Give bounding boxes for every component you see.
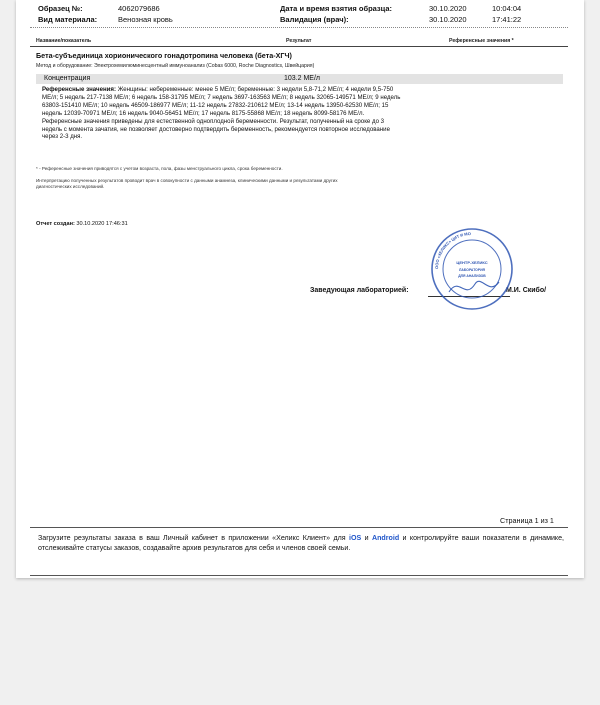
footer-text-part: и контролируйте ваши показатели в динамике, отслеживайте статусы заказов, создавайте архив результатов для себя и членов своей семьи. — [38, 534, 565, 553]
reference-line: через 2-3 дня. — [42, 133, 83, 141]
footer-text — [30, 528, 564, 554]
ios-link[interactable]: iOS — [348, 534, 362, 542]
reference-line: МЕ/л; 5 недель 217-7138 МЕ/л; 6 недель 158-31795 МЕ/л; 7 недель 3697-163563 МЕ/л; 8 недель 32065-149571 МЕ/л; 9 недель — [42, 93, 401, 101]
stamp-center-line: ДЛЯ АНАЛИЗОВ — [458, 274, 486, 278]
stamp-ring-text: ООО «ХЕЛИКС» ЦИТ И МО — [433, 230, 472, 270]
report-page — [16, 0, 584, 578]
validation-label: Валидация (врач): — [280, 15, 349, 24]
material-value: Венозная кровь — [118, 15, 173, 24]
report-created-value: 30.10.2020 17:46:31 — [76, 221, 128, 227]
sample-number-value: 4062079686 — [118, 4, 160, 13]
reference-label: Референсные значения: — [42, 86, 116, 93]
report-created-label: Отчет создан: — [36, 221, 75, 227]
collected-label: Дата и время взятия образца: — [280, 4, 393, 13]
column-header-result: Результат — [286, 38, 312, 44]
test-method: Метод и оборудование: Электрохемилюминесцентный иммуноанализ (Cobas 6000, Roche Diagnostics, Швейцария) — [36, 63, 315, 69]
signature-name: М.И. Скибо/ — [506, 287, 547, 294]
stamp-center-line: ЛАБОРАТОРИЯ — [459, 268, 485, 272]
reference-line: 63803-151410 МЕ/л; 10 недель 46509-186977 МЕ/л; 11-12 недель 27832-210612 МЕ/л; 13-14 недель 13950-62530 МЕ/л; 15 — [42, 101, 389, 109]
footnote: * - Референсные значения приводятся с учетом возраста, пола, фазы менструального цикла, срока беременности. — [36, 166, 283, 171]
validation-date: 30.10.2020 — [429, 15, 467, 24]
material-label: Вид материала: — [38, 15, 98, 24]
column-header-reference: Референсные значения * — [449, 38, 514, 44]
test-title: Бета-субъединица хорионического гонадотропина человека (бета-ХГЧ) — [36, 51, 292, 60]
collected-time: 10:04:04 — [492, 4, 522, 13]
page-number: Страница 1 из 1 — [500, 516, 554, 525]
sample-number-label: Образец №: — [38, 4, 83, 13]
validation-time: 17:41:22 — [492, 15, 522, 24]
parameter-label: Концентрация — [44, 75, 91, 82]
interpretation-line: Интерпретацию полученных результатов проводит врач в совокупности с данными анамнеза, клиническими данными и результатами других — [36, 178, 338, 183]
reference-line: Референсные значения приведены для естественной одноплодной беременности. Результат, полученный на сроке до 3 — [42, 117, 385, 125]
reference-line: Женщины: небеременные: менее 5 МЕ/л; беременные: 3 недели 5,8-71,2 МЕ/л; 4 недели 9,5-750 — [117, 86, 394, 93]
lab-stamp — [429, 226, 515, 312]
interpretation-note — [36, 178, 556, 191]
android-link[interactable]: Android — [371, 534, 400, 542]
header-divider — [30, 27, 568, 28]
footer-text-part: Загрузите результаты заказа в ваш Личный кабинет в приложении «Хеликс Клиент» для — [38, 534, 349, 542]
column-header-name: Название/показатель — [36, 38, 92, 44]
signature-role: Заведующая лабораторией: — [310, 287, 409, 294]
report-created — [36, 221, 128, 227]
parameter-value: 103.2 МЕ/л — [284, 75, 320, 82]
result-row — [36, 74, 563, 84]
footer-text-part: и — [361, 534, 372, 542]
table-header-divider — [30, 46, 568, 47]
collected-date: 30.10.2020 — [429, 4, 467, 13]
stamp-center-line: ЦЕНТР-ХЕЛИКС — [456, 260, 488, 265]
reference-block — [42, 86, 562, 141]
interpretation-line: диагностических исследований. — [36, 184, 105, 190]
footer-promo — [30, 527, 568, 576]
reference-line: недель 12039-70971 МЕ/л; 16 недель 9040-56451 МЕ/л; 17 недель 8175-55868 МЕ/л; 18 недель 8099-58176 МЕ/л. — [42, 109, 365, 117]
reference-line: недель с момента зачатия, не позволяет достоверно подтвердить беременность, рекомендуется повторное исследование — [42, 125, 390, 133]
